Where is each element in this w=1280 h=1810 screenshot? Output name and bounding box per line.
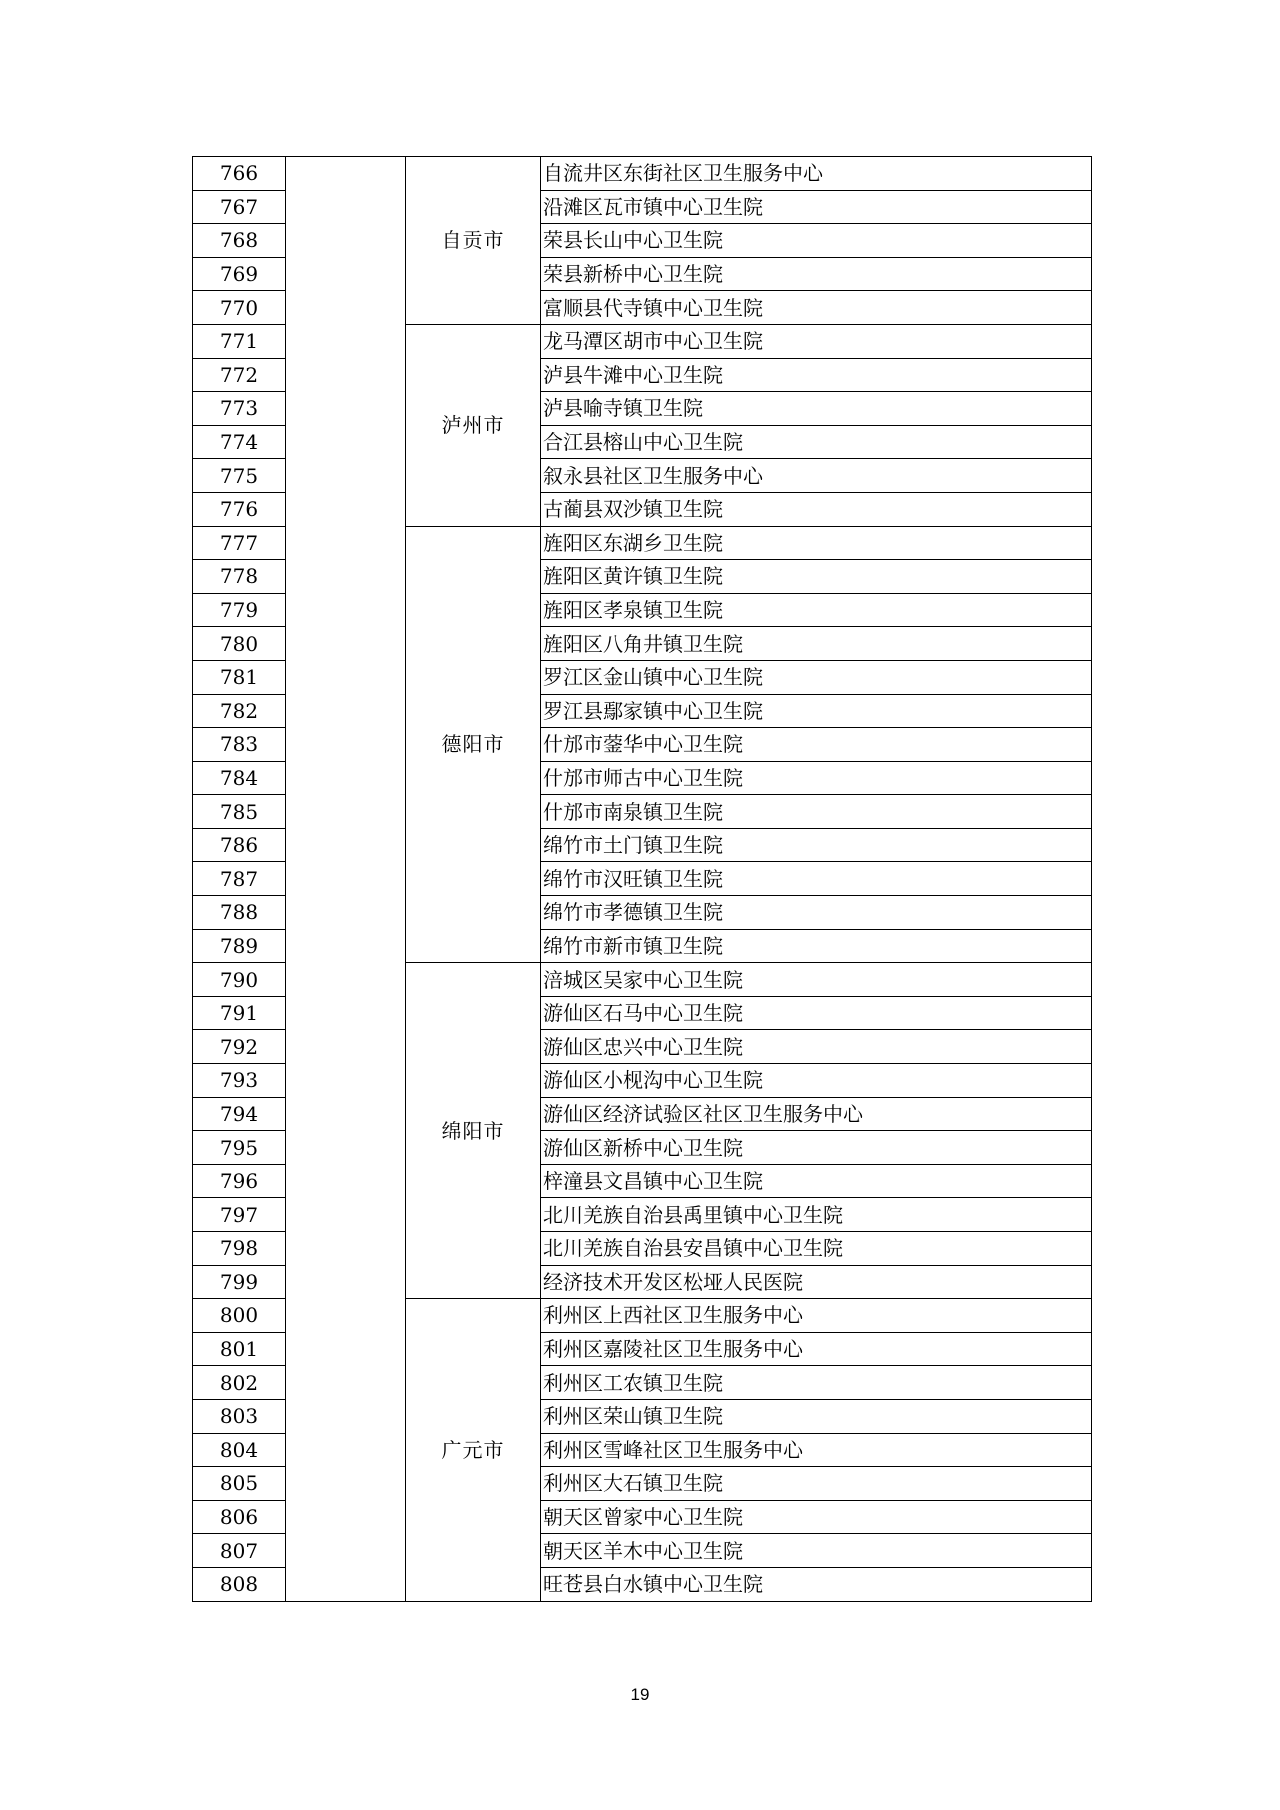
city-cell: 广元市 [406, 1299, 541, 1601]
institution-name-cell: 罗江区金山镇中心卫生院 [541, 660, 1092, 694]
province-cell [286, 157, 406, 1602]
institution-name-cell: 什邡市师古中心卫生院 [541, 761, 1092, 795]
institution-name-cell: 利州区大石镇卫生院 [541, 1467, 1092, 1501]
institution-name-cell: 旌阳区八角井镇卫生院 [541, 627, 1092, 661]
row-number-cell: 776 [193, 492, 286, 526]
row-number-cell: 774 [193, 425, 286, 459]
institution-name-cell: 梓潼县文昌镇中心卫生院 [541, 1164, 1092, 1198]
row-number-cell: 788 [193, 896, 286, 930]
row-number-cell: 781 [193, 660, 286, 694]
row-number-cell: 798 [193, 1232, 286, 1266]
institution-name-cell: 绵竹市新市镇卫生院 [541, 929, 1092, 963]
institution-name-cell: 游仙区经济试验区社区卫生服务中心 [541, 1097, 1092, 1131]
row-number-cell: 779 [193, 593, 286, 627]
institution-name-cell: 利州区工农镇卫生院 [541, 1366, 1092, 1400]
institution-table [192, 156, 1092, 1602]
institution-name-cell: 涪城区吴家中心卫生院 [541, 963, 1092, 997]
institution-name-cell: 旺苍县白水镇中心卫生院 [541, 1567, 1092, 1601]
row-number-cell: 784 [193, 761, 286, 795]
institution-name-cell: 泸县牛滩中心卫生院 [541, 358, 1092, 392]
institution-name-cell: 游仙区新桥中心卫生院 [541, 1131, 1092, 1165]
institution-name-cell: 自流井区东街社区卫生服务中心 [541, 157, 1092, 191]
row-number-cell: 778 [193, 560, 286, 594]
row-number-cell: 802 [193, 1366, 286, 1400]
row-number-cell: 803 [193, 1399, 286, 1433]
row-number-cell: 795 [193, 1131, 286, 1165]
row-number-cell: 775 [193, 459, 286, 493]
page-number: 19 [630, 1685, 650, 1704]
row-number-cell: 777 [193, 526, 286, 560]
institution-name-cell: 绵竹市土门镇卫生院 [541, 828, 1092, 862]
row-number-cell: 801 [193, 1332, 286, 1366]
table-body [193, 157, 1092, 1602]
row-number-cell: 780 [193, 627, 286, 661]
row-number-cell: 770 [193, 291, 286, 325]
institution-name-cell: 龙马潭区胡市中心卫生院 [541, 324, 1092, 358]
row-number-cell: 787 [193, 862, 286, 896]
row-number-cell: 806 [193, 1500, 286, 1534]
institution-name-cell: 朝天区羊木中心卫生院 [541, 1534, 1092, 1568]
institution-name-cell: 利州区荣山镇卫生院 [541, 1399, 1092, 1433]
institution-name-cell: 沿滩区瓦市镇中心卫生院 [541, 190, 1092, 224]
institution-name-cell: 经济技术开发区松垭人民医院 [541, 1265, 1092, 1299]
city-cell: 德阳市 [406, 526, 541, 963]
institution-name-cell: 什邡市蓥华中心卫生院 [541, 728, 1092, 762]
row-number-cell: 791 [193, 996, 286, 1030]
row-number-cell: 796 [193, 1164, 286, 1198]
row-number-cell: 783 [193, 728, 286, 762]
city-cell: 泸州市 [406, 324, 541, 526]
row-number-cell: 800 [193, 1299, 286, 1333]
row-number-cell: 789 [193, 929, 286, 963]
institution-name-cell: 游仙区忠兴中心卫生院 [541, 1030, 1092, 1064]
row-number-cell: 768 [193, 224, 286, 258]
institution-name-cell: 游仙区小枧沟中心卫生院 [541, 1064, 1092, 1098]
institution-name-cell: 荣县新桥中心卫生院 [541, 257, 1092, 291]
row-number-cell: 793 [193, 1064, 286, 1098]
institution-name-cell: 荣县长山中心卫生院 [541, 224, 1092, 258]
institution-name-cell: 旌阳区黄许镇卫生院 [541, 560, 1092, 594]
institution-name-cell: 富顺县代寺镇中心卫生院 [541, 291, 1092, 325]
row-number-cell: 790 [193, 963, 286, 997]
row-number-cell: 773 [193, 392, 286, 426]
row-number-cell: 792 [193, 1030, 286, 1064]
institution-name-cell: 游仙区石马中心卫生院 [541, 996, 1092, 1030]
institution-name-cell: 绵竹市孝德镇卫生院 [541, 896, 1092, 930]
institution-name-cell: 叙永县社区卫生服务中心 [541, 459, 1092, 493]
institution-name-cell: 罗江县鄢家镇中心卫生院 [541, 694, 1092, 728]
institution-name-cell: 什邡市南泉镇卫生院 [541, 795, 1092, 829]
institution-name-cell: 朝天区曾家中心卫生院 [541, 1500, 1092, 1534]
row-number-cell: 794 [193, 1097, 286, 1131]
institution-name-cell: 绵竹市汉旺镇卫生院 [541, 862, 1092, 896]
institution-name-cell: 旌阳区孝泉镇卫生院 [541, 593, 1092, 627]
city-cell: 绵阳市 [406, 963, 541, 1299]
city-cell: 自贡市 [406, 157, 541, 325]
row-number-cell: 785 [193, 795, 286, 829]
row-number-cell: 805 [193, 1467, 286, 1501]
row-number-cell: 808 [193, 1567, 286, 1601]
institution-name-cell: 利州区嘉陵社区卫生服务中心 [541, 1332, 1092, 1366]
institution-name-cell: 古蔺县双沙镇卫生院 [541, 492, 1092, 526]
row-number-cell: 797 [193, 1198, 286, 1232]
institution-name-cell: 泸县喻寺镇卫生院 [541, 392, 1092, 426]
row-number-cell: 767 [193, 190, 286, 224]
institution-name-cell: 利州区雪峰社区卫生服务中心 [541, 1433, 1092, 1467]
row-number-cell: 782 [193, 694, 286, 728]
row-number-cell: 799 [193, 1265, 286, 1299]
institution-name-cell: 北川羌族自治县禹里镇中心卫生院 [541, 1198, 1092, 1232]
row-number-cell: 786 [193, 828, 286, 862]
row-number-cell: 772 [193, 358, 286, 392]
table-row [193, 157, 1092, 191]
institution-name-cell: 合江县榕山中心卫生院 [541, 425, 1092, 459]
institution-name-cell: 利州区上西社区卫生服务中心 [541, 1299, 1092, 1333]
row-number-cell: 769 [193, 257, 286, 291]
institution-name-cell: 北川羌族自治县安昌镇中心卫生院 [541, 1232, 1092, 1266]
row-number-cell: 807 [193, 1534, 286, 1568]
row-number-cell: 804 [193, 1433, 286, 1467]
institution-name-cell: 旌阳区东湖乡卫生院 [541, 526, 1092, 560]
row-number-cell: 766 [193, 157, 286, 191]
row-number-cell: 771 [193, 324, 286, 358]
